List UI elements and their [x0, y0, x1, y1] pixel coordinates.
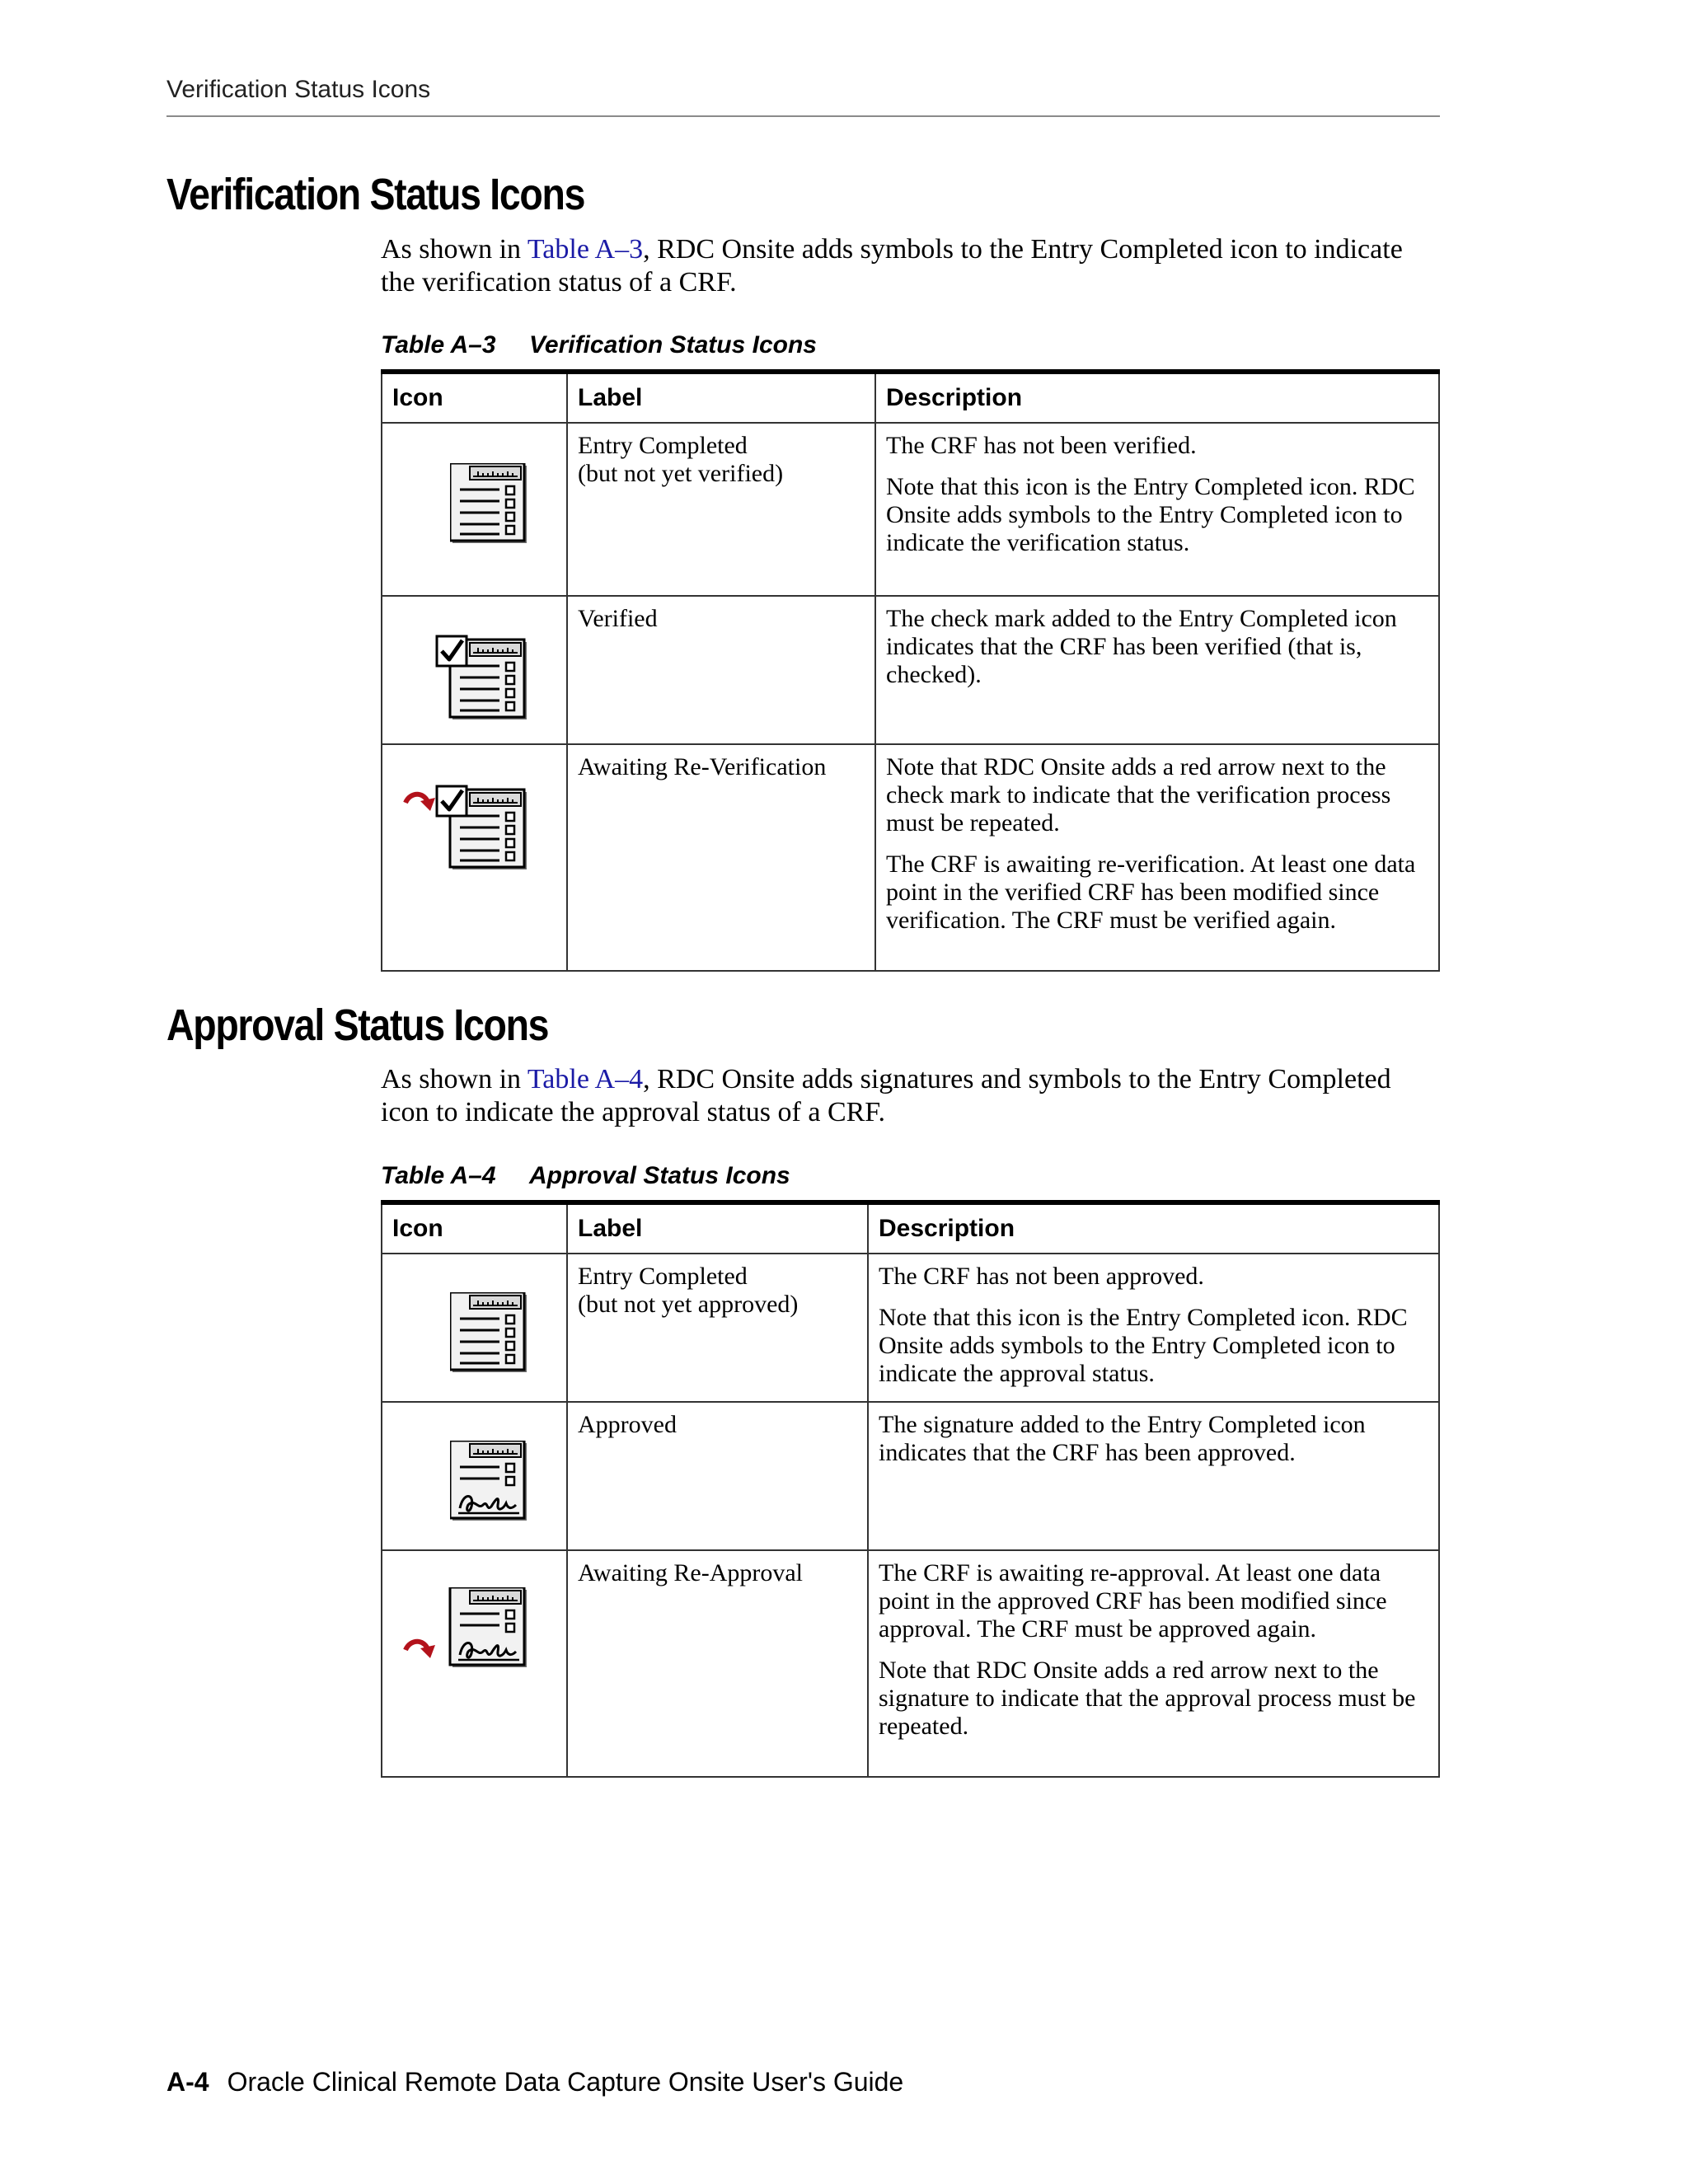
table-title: Approval Status Icons [529, 1162, 790, 1189]
description-paragraph: The CRF has not been verified. [886, 432, 1197, 459]
row-label: Entry Completed [578, 432, 748, 459]
table-row [382, 596, 1439, 744]
description-paragraph: The signature added to the Entry Completed icon indicates that the CRF has been approved. [879, 1411, 1366, 1466]
description-cell [875, 744, 1439, 971]
description-cell [868, 1550, 1439, 1777]
label-cell [567, 1402, 868, 1550]
section-title-approval: Approval Status Icons [166, 1001, 549, 1050]
icon-cell [382, 596, 567, 744]
awaiting-re-approval-icon [401, 1587, 532, 1673]
table-header-row [382, 372, 1439, 423]
verification-status-table [381, 369, 1440, 972]
table-header-row [382, 1202, 1439, 1254]
icon-cell [382, 423, 567, 596]
table-title: Verification Status Icons [529, 331, 817, 359]
row-label-note: (but not yet verified) [578, 460, 784, 487]
page-footer [166, 2067, 903, 2097]
table-number: Table A–4 [381, 1162, 496, 1189]
label-cell [567, 423, 875, 596]
description-cell [868, 1402, 1439, 1550]
column-header: Icon [382, 372, 567, 423]
description-paragraph: The CRF has not been approved. [879, 1263, 1204, 1290]
column-header: Label [567, 1202, 868, 1254]
description-paragraph: The CRF is awaiting re-approval. At least one data point in the approved CRF has been modified since approval. The CRF must be approved again. [879, 1559, 1387, 1643]
description-paragraph: Note that this icon is the Entry Completed icon. RDC Onsite adds symbols to the Entry Completed icon to indicate the approval status. [879, 1304, 1408, 1387]
icon-cell [382, 1550, 567, 1777]
section-title-verification: Verification Status Icons [166, 170, 585, 219]
description-cell [868, 1254, 1439, 1402]
approval-status-table [381, 1200, 1440, 1778]
icon-cell [382, 1254, 567, 1402]
entry-completed-icon [450, 1292, 529, 1375]
header-divider [166, 115, 1440, 117]
description-paragraph: Note that this icon is the Entry Completed icon. RDC Onsite adds symbols to the Entry Completed icon to indicate the verification status. [886, 473, 1415, 556]
column-header: Description [868, 1202, 1439, 1254]
intro-paragraph-approval [381, 1063, 1440, 1129]
intro-text: As shown in [381, 1064, 528, 1094]
table-row [382, 1254, 1439, 1402]
table-caption [381, 1162, 790, 1190]
table-row [382, 1402, 1439, 1550]
row-label: Approved [578, 1411, 677, 1438]
label-cell [567, 1254, 868, 1402]
table-row [382, 744, 1439, 971]
approved-icon [450, 1441, 529, 1523]
table-a4-link[interactable]: Table A–4 [527, 1064, 644, 1094]
intro-paragraph-verification [381, 233, 1440, 299]
running-header: Verification Status Icons [166, 76, 431, 103]
intro-text: As shown in [381, 234, 528, 265]
table-caption [381, 331, 817, 359]
icon-cell [382, 1402, 567, 1550]
table-number: Table A–3 [381, 331, 496, 359]
table-row [382, 423, 1439, 596]
description-paragraph: The CRF is awaiting re-verification. At least one data point in the verified CRF has been modified since verification. The CRF must be verified again. [886, 851, 1416, 934]
column-header: Label [567, 372, 875, 423]
row-label: Entry Completed [578, 1263, 748, 1290]
description-cell [875, 596, 1439, 744]
row-label: Verified [578, 605, 658, 632]
icon-cell [382, 744, 567, 971]
label-cell [567, 744, 875, 971]
intro-text: , RDC Onsite adds signatures and symbols to the Entry Completed icon to indicate the approval status of a CRF. [381, 1064, 1391, 1127]
column-header: Icon [382, 1202, 567, 1254]
table-row [382, 1550, 1439, 1777]
column-header: Description [875, 372, 1439, 423]
entry-completed-icon [450, 463, 529, 546]
description-paragraph: The check mark added to the Entry Completed icon indicates that the CRF has been verified (that is, checked). [886, 605, 1397, 688]
page-number: A-4 [166, 2067, 209, 2097]
verified-icon [434, 631, 532, 722]
table-a3-link[interactable]: Table A–3 [527, 234, 644, 265]
row-label: Awaiting Re-Approval [578, 1559, 804, 1586]
intro-text: , RDC Onsite adds symbols to the Entry Completed icon to indicate the verification status of a CRF. [381, 234, 1403, 298]
description-paragraph: Note that RDC Onsite adds a red arrow next to the check mark to indicate that the verification process must be repeated. [886, 753, 1391, 837]
label-cell [567, 596, 875, 744]
row-label-note: (but not yet approved) [578, 1291, 799, 1318]
description-paragraph: Note that RDC Onsite adds a red arrow next to the signature to indicate that the approval process must be repeated. [879, 1657, 1416, 1740]
book-title: Oracle Clinical Remote Data Capture Onsite User's Guide [227, 2067, 904, 2097]
description-cell [875, 423, 1439, 596]
awaiting-re-verification-icon [401, 781, 532, 872]
row-label: Awaiting Re-Verification [578, 753, 827, 780]
label-cell [567, 1550, 868, 1777]
